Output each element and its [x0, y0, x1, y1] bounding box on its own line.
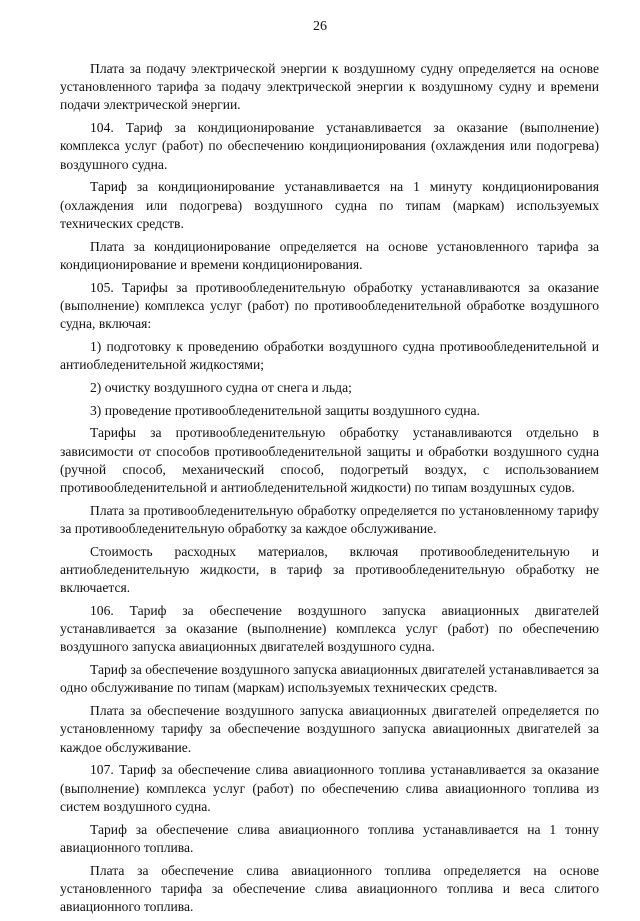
paragraph-ac-tariff-per-minute: Тариф за кондиционирование устанавливается на 1 минуту кондиционирования (охлаждения или подогрева) воздушного судна по типам (маркам) используемых технических средств. — [60, 179, 599, 231]
paragraph-fuel-drain-fee: Плата за обеспечение слива авиационного топлива определяется на основе установленного тарифа за обеспечение слива авиационного топлива и веса слитого авиационного топлива. — [60, 862, 599, 915]
list-item-3-anti-icing-protection: 3) проведение противообледенительной защиты воздушного судна. — [90, 402, 480, 418]
paragraph-107-fuel-drain-tariff: 107. Тариф за обеспечение слива авиационного топлива устанавливается за оказание (выполнение) комплекса услуг (работ) по обеспечению слива авиационного топлива из систем воздушного судна. — [60, 762, 599, 814]
paragraph-ac-fee: Плата за кондиционирование определяется на основе установленного тарифа за кондиционирование и времени кондиционирования. — [60, 238, 599, 272]
list-item-2-snow-ice-cleaning: 2) очистку воздушного судна от снега и льда; — [90, 379, 352, 395]
paragraph-air-start-tariff-per-service: Тариф за обеспечение воздушного запуска авиационных двигателей устанавливается за одно обслуживание по типам (маркам) используемых технических средств. — [60, 662, 599, 696]
paragraph-fuel-drain-tariff-per-ton: Тариф за обеспечение слива авиационного топлива устанавливается на 1 тонну авиационного топлива. — [60, 821, 599, 855]
paragraph-deicing-fee: Плата за противообледенительную обработку определяется по установленному тарифу за противообледенительную обработку за каждое обслуживание. — [60, 502, 599, 537]
document-body — [60, 60, 599, 921]
list-item-1-preparation: 1) подготовку к проведению обработки воздушного судна противообледенительной и антиобледенительной жидкостями; — [60, 338, 599, 373]
page-number: 26 — [313, 19, 327, 34]
paragraph-electric-energy-fee: Плата за подачу электрической энергии к воздушному судну определяется на основе установленного тарифа за подачу электрической энергии к воздушному судну и времени подачи электрической энергии. — [60, 61, 599, 113]
paragraph-deicing-tariffs-by-method: Тарифы за противообледенительную обработку устанавливаются отдельно в зависимости от способов противообледенительной защиты и обработки воздушного судна (ручной способ, механический способ, подогретый воздух, с использованием противообледенительной и антиобледенительной жидкости) по типам воздушных судов. — [60, 425, 599, 496]
paragraph-106-air-start-tariff: 106. Тариф за обеспечение воздушного запуска авиационных двигателей устанавливается за оказание (выполнение) комплекса услуг (работ) по обеспечению воздушного запуска авиационных двигателей воздушного судна. — [60, 603, 599, 655]
paragraph-105-deicing-tariffs: 105. Тарифы за противообледенительную обработку устанавливаются за оказание (выполнение) комплекса услуг (работ) по противообледенительной обработке воздушного судна, включая: — [60, 279, 599, 332]
paragraph-consumables-cost: Стоимость расходных материалов, включая противообледенительную и антиобледенительную жидкости, в тариф за противообледенительную обработку не включается. — [60, 543, 599, 596]
paragraph-air-start-fee: Плата за обеспечение воздушного запуска авиационных двигателей определяется по установленному тарифу за обеспечение воздушного запуска авиационных двигателей за каждое обслуживание. — [60, 703, 599, 755]
paragraph-104-ac-tariff: 104. Тариф за кондиционирование устанавливается за оказание (выполнение) комплекса услуг (работ) по обеспечению кондиционирования (охлаждения или подогрева) воздушного судна. — [60, 120, 599, 172]
